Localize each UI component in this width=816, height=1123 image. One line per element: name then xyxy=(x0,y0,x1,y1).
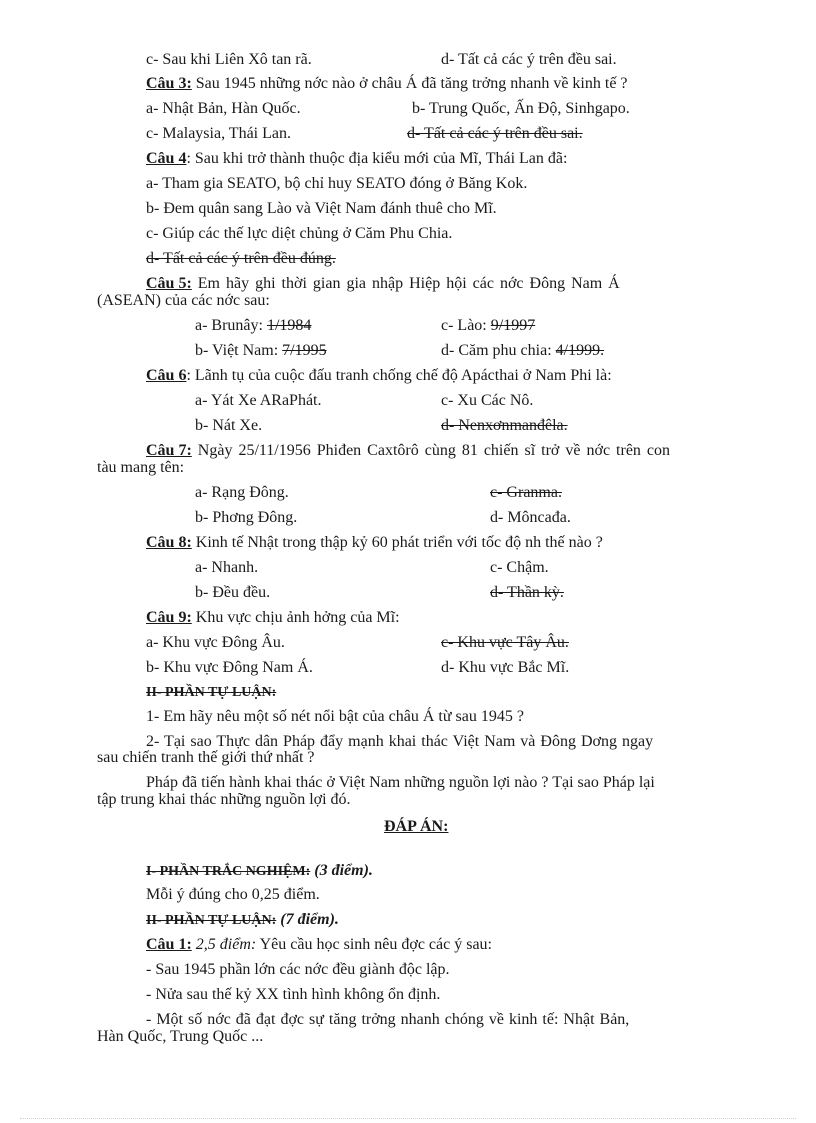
answer-part-1-note: Mỗi ý đúng cho 0,25 điểm. xyxy=(146,886,320,903)
question-9-text: Khu vực chịu ảnh hởng của Mĩ: xyxy=(191,609,400,626)
answer-part-2-points: (7 điểm). xyxy=(276,911,339,928)
question-7-text-cont: tàu mang tên: xyxy=(97,459,185,476)
q5-answer-d: 4/1999. xyxy=(555,342,605,359)
q5-answer-c: 9/1997 xyxy=(490,317,536,334)
question-8-text: Kinh tế Nhật trong thập kỷ 60 phát triển với tốc độ nh thế nào ? xyxy=(191,534,603,551)
question-4-text: : Sau khi trở thành thuộc địa kiểu mới của Mĩ, Thái Lan đã: xyxy=(186,150,568,167)
answer-part-2-heading: II- PHẦN TỰ LUẬN: xyxy=(146,913,277,928)
question-5-text: Em hãy ghi thời gian gia nhập Hiệp hội các nớc Đông Nam Á xyxy=(191,275,620,292)
answer-question-1-label: Câu 1: xyxy=(146,936,192,953)
q9-option-b: b- Khu vực Đông Nam Á. xyxy=(146,659,313,676)
essay-heading: II- PHẦN TỰ LUẬN: xyxy=(146,685,277,700)
q8-option-c: c- Chậm. xyxy=(490,559,549,576)
q8-option-a: a- Nhanh. xyxy=(195,559,259,576)
answer-bullet-2: - Nửa sau thế kỷ XX tình hình không ổn định. xyxy=(146,986,441,1003)
question-5-text-cont: (ASEAN) của các nớc sau: xyxy=(97,292,270,309)
q7-option-c-answer: c- Granma. xyxy=(490,484,562,501)
question-8 xyxy=(146,534,603,552)
question-5-label: Câu 5: xyxy=(146,275,192,292)
question-9 xyxy=(146,609,400,627)
answer-bullet-3-cont: Hàn Quốc, Trung Quốc ... xyxy=(97,1028,264,1045)
essay-question-1: 1- Em hãy nêu một số nét nổi bật của châu Á từ sau 1945 ? xyxy=(146,708,524,725)
answer-key-title: ĐÁP ÁN: xyxy=(384,818,449,835)
q3-option-b: b- Trung Quốc, Ấn Độ, Sinhgapo. xyxy=(412,100,630,117)
answer-part-1 xyxy=(146,862,373,881)
q5-option-a: a- Brunây: 1/1984 xyxy=(195,317,312,334)
q8-option-b: b- Đều đều. xyxy=(195,584,271,601)
q3-option-d-answer: d- Tất cả các ý trên đều sai. xyxy=(407,125,583,142)
question-6 xyxy=(146,367,612,385)
q9-option-a: a- Khu vực Đông Âu. xyxy=(146,634,285,651)
q7-option-b: b- Phơng Đông. xyxy=(195,509,298,526)
q6-option-b: b- Nát Xe. xyxy=(195,417,263,434)
answer-question-1 xyxy=(146,936,492,954)
answer-bullet-1: - Sau 1945 phần lớn các nớc đều giành độc lập. xyxy=(146,961,450,978)
q6-option-d-answer: d- Nenxơnmanđêla. xyxy=(441,417,568,434)
question-4 xyxy=(146,150,567,168)
q4-option-d-answer: d- Tất cả các ý trên đều đúng. xyxy=(146,250,336,267)
question-7-label: Câu 7: xyxy=(146,442,192,459)
q6-option-c: c- Xu Các Nô. xyxy=(441,392,534,409)
q5-answer-a: 1/1984 xyxy=(266,317,312,334)
question-3-text: Sau 1945 những nớc nào ở châu Á đã tăng trởng nhanh về kinh tế ? xyxy=(191,75,628,92)
question-6-label: Câu 6 xyxy=(146,367,187,384)
q5-option-c: c- Lào: 9/1997 xyxy=(441,317,536,334)
essay-question-3-cont: tập trung khai thác những nguồn lợi đó. xyxy=(97,791,351,808)
q9-option-d: d- Khu vực Bắc Mĩ. xyxy=(441,659,570,676)
question-6-text: : Lãnh tụ của cuộc đấu tranh chống chế độ Apácthai ở Nam Phi là: xyxy=(186,367,612,384)
q9-option-c-answer: c- Khu vực Tây Âu. xyxy=(441,634,569,651)
page-bottom-divider xyxy=(20,1118,796,1119)
essay-question-2-cont: sau chiến tranh thế giới thứ nhất ? xyxy=(97,749,315,766)
q3-option-a: a- Nhật Bản, Hàn Quốc. xyxy=(146,100,301,117)
q2-option-d: d- Tất cả các ý trên đều sai. xyxy=(441,51,617,68)
q8-option-d-answer: d- Thần kỳ. xyxy=(490,584,564,601)
answer-bullet-3: - Một số nớc đã đạt đợc sự tăng trởng nhanh chóng về kinh tế: Nhật Bản, xyxy=(146,1011,630,1028)
answer-part-1-heading: I- PHẦN TRẮC NGHIỆM: xyxy=(146,864,311,879)
q3-option-c: c- Malaysia, Thái Lan. xyxy=(146,125,291,142)
question-7-text: Ngày 25/11/1956 Phiđen Caxtôrô cùng 81 chiến sĩ trở về nớc trên con xyxy=(191,442,671,459)
answer-part-1-points: (3 điểm). xyxy=(310,862,373,879)
q5-option-b: b- Việt Nam: 7/1995 xyxy=(195,342,327,359)
q7-option-d: d- Môncađa. xyxy=(490,509,571,526)
q4-option-b: b- Đem quân sang Lào và Việt Nam đánh thuê cho Mĩ. xyxy=(146,200,497,217)
q4-option-c: c- Giúp các thế lực diệt chủng ở Căm Phu Chia. xyxy=(146,225,453,242)
question-3-label: Câu 3: xyxy=(146,75,192,92)
question-3 xyxy=(146,75,628,93)
q6-option-a: a- Yát Xe ARaPhát. xyxy=(195,392,322,409)
q5-option-d: d- Căm phu chia: 4/1999. xyxy=(441,342,605,359)
question-9-label: Câu 9: xyxy=(146,609,192,626)
q5-answer-b: 7/1995 xyxy=(282,342,327,359)
question-7 xyxy=(146,442,756,460)
question-4-label: Câu 4 xyxy=(146,150,187,167)
essay-question-3: Pháp đã tiến hành khai thác ở Việt Nam những nguồn lợi nào ? Tại sao Pháp lại xyxy=(146,774,655,791)
q2-option-c: c- Sau khi Liên Xô tan rã. xyxy=(146,51,312,68)
answer-question-1-points: 2,5 điểm: xyxy=(191,936,257,953)
answer-question-1-text: Yêu cầu học sinh nêu đợc các ý sau: xyxy=(256,936,492,953)
essay-question-2: 2- Tại sao Thực dân Pháp đẩy mạnh khai thác Việt Nam và Đông Dơng ngay xyxy=(146,733,654,750)
q4-option-a: a- Tham gia SEATO, bộ chỉ huy SEATO đóng ở Băng Kok. xyxy=(146,175,528,192)
question-8-label: Câu 8: xyxy=(146,534,192,551)
answer-part-2 xyxy=(146,911,339,930)
q7-option-a: a- Rạng Đông. xyxy=(195,484,289,501)
question-5 xyxy=(146,275,756,293)
